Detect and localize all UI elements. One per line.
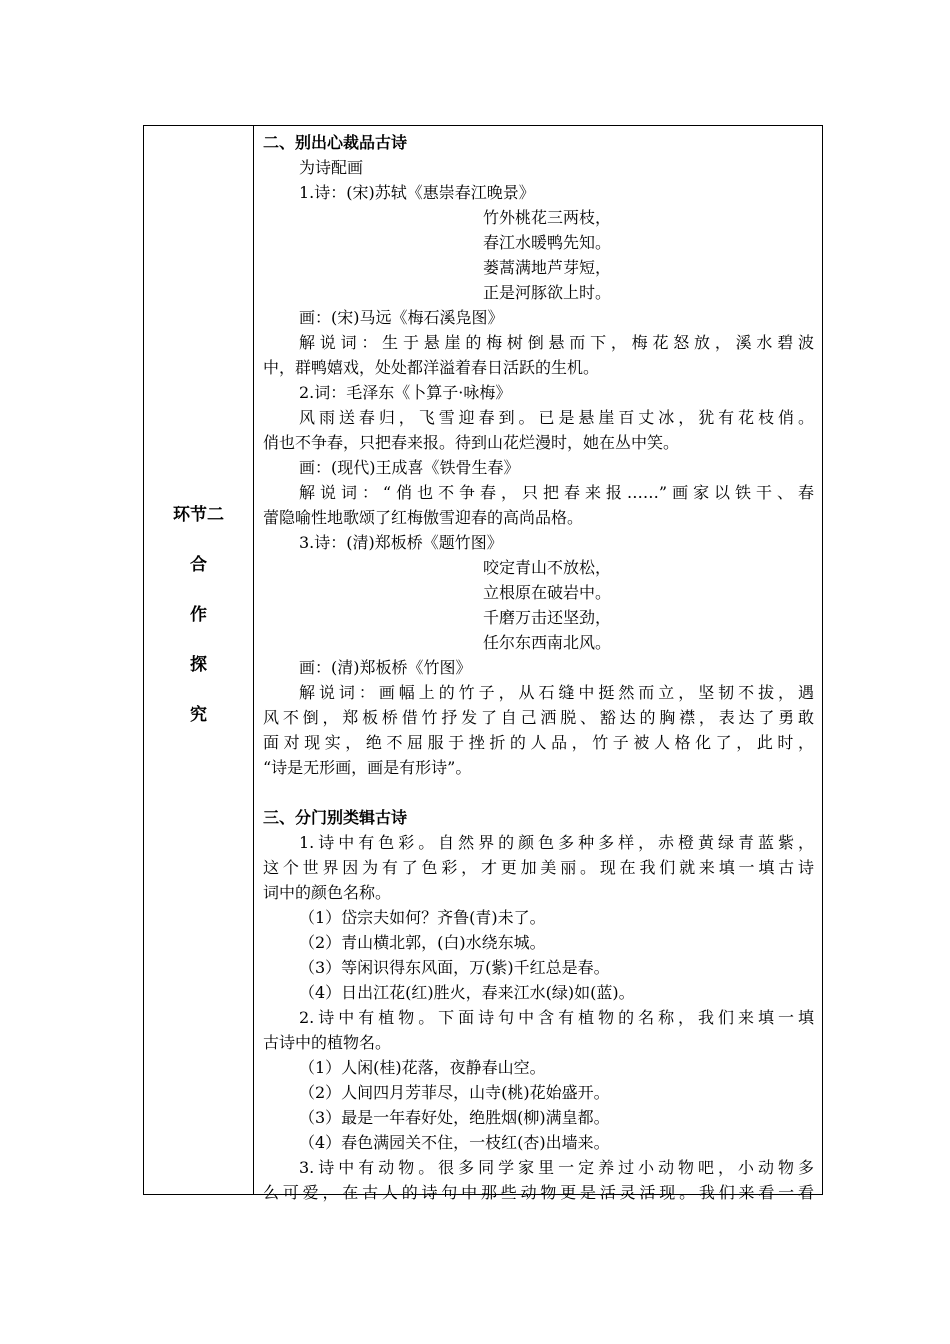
text-line: 这个世界因为有了色彩，才更加美丽。现在我们就来填一填古诗 bbox=[263, 858, 814, 877]
text-line: （3）等闲识得东风面，万(紫)千红总是春。 bbox=[299, 958, 610, 977]
stage-label-title: 环节二 bbox=[173, 505, 224, 525]
text-line: 1.诗中有色彩。自然界的颜色多种多样，赤橙黄绿青蓝紫， bbox=[299, 833, 814, 852]
text-line: 3.诗：(清)郑板桥《题竹图》 bbox=[299, 533, 503, 552]
text-line: 任尔东西南北风。 bbox=[483, 633, 612, 652]
text-line: （2）青山横北郭，(白)水绕东城。 bbox=[299, 933, 546, 952]
text-line: 竹外桃花三两枝， bbox=[483, 208, 612, 227]
text-line: 风雨送春归，飞雪迎春到。已是悬崖百丈冰，犹有花枝俏。 bbox=[299, 408, 814, 427]
text-line: 中，群鸭嬉戏，处处都洋溢着春日活跃的生机。 bbox=[263, 358, 600, 377]
text-line: 咬定青山不放松， bbox=[483, 558, 612, 577]
text-line: （3）最是一年春好处，绝胜烟(柳)满皇都。 bbox=[299, 1108, 610, 1127]
blank-line bbox=[263, 780, 814, 805]
stage-label-char: 合 bbox=[190, 555, 207, 575]
text-line: （4）日出江花(红)胜火，春来江水(绿)如(蓝)。 bbox=[299, 983, 635, 1002]
text-line: 2.诗中有植物。下面诗句中含有植物的名称，我们来填一填 bbox=[299, 1008, 814, 1027]
content-cell bbox=[254, 126, 822, 1202]
text-line: 风不倒，郑板桥借竹抒发了自己洒脱、豁达的胸襟，表达了勇敢 bbox=[263, 708, 814, 727]
text-line: 词中的颜色名称。 bbox=[263, 883, 392, 902]
text-line: （2）人间四月芳菲尽，山寺(桃)花始盛开。 bbox=[299, 1083, 610, 1102]
text-line: （4）春色满园关不住，一枝红(杏)出墙来。 bbox=[299, 1133, 610, 1152]
text-line: 正是河豚欲上时。 bbox=[483, 283, 612, 302]
text-line: （1）人闲(桂)花落，夜静春山空。 bbox=[299, 1058, 546, 1077]
stage-label-char: 作 bbox=[190, 605, 207, 625]
text-line: 千磨万击还坚劲， bbox=[483, 608, 612, 627]
text-line: 春江水暖鸭先知。 bbox=[483, 233, 612, 252]
stage-label-char: 究 bbox=[190, 705, 207, 725]
stage-label-cell bbox=[144, 126, 253, 1194]
text-line: 3.诗中有动物。很多同学家里一定养过小动物吧，小动物多 bbox=[299, 1158, 814, 1177]
text-line: 解说词：画幅上的竹子，从石缝中挺然而立，坚韧不拔，遇 bbox=[299, 683, 814, 702]
text-line: 画：(宋)马远《梅石溪凫图》 bbox=[299, 308, 504, 327]
text-line: 面对现实，绝不屈服于挫折的人品，竹子被人格化了，此时， bbox=[263, 733, 814, 752]
text-line: 蕾隐喻性地歌颂了红梅傲雪迎春的高尚品格。 bbox=[263, 508, 584, 527]
text-line: 古诗中的植物名。 bbox=[263, 1033, 392, 1052]
text-line: 画：(清)郑板桥《竹图》 bbox=[299, 658, 472, 677]
text-line: 蒌蒿满地芦芽短， bbox=[483, 258, 612, 277]
text-line: 解说词：生于悬崖的梅树倒悬而下，梅花怒放，溪水碧波 bbox=[299, 333, 814, 352]
text-line: 2.词：毛泽东《卜算子·咏梅》 bbox=[299, 383, 512, 402]
text-line: 画：(现代)王成喜《铁骨生春》 bbox=[299, 458, 520, 477]
text-line: “诗是无形画，画是有形诗”。 bbox=[263, 758, 472, 777]
text-line: 为诗配画 bbox=[299, 158, 364, 177]
text-line: 立根原在破岩中。 bbox=[483, 583, 612, 602]
text-line: 解说词：“俏也不争春，只把春来报……”画家以铁干、春 bbox=[299, 483, 814, 502]
section-heading: 三、分门别类辑古诗 bbox=[263, 808, 408, 827]
text-line: 1.诗：(宋)苏轼《惠崇春江晚景》 bbox=[299, 183, 535, 202]
section-heading: 二、别出心裁品古诗 bbox=[263, 133, 408, 152]
stage-label-char: 探 bbox=[190, 655, 207, 675]
text-line: 么可爱，在古人的诗句中那些动物更是活灵活现。我们来看一看 bbox=[263, 1183, 814, 1202]
text-line: 俏也不争春，只把春来报。待到山花烂漫时，她在丛中笑。 bbox=[263, 433, 680, 452]
text-line: （1）岱宗夫如何？齐鲁(青)未了。 bbox=[299, 908, 546, 927]
lesson-plan-table bbox=[143, 125, 823, 1202]
